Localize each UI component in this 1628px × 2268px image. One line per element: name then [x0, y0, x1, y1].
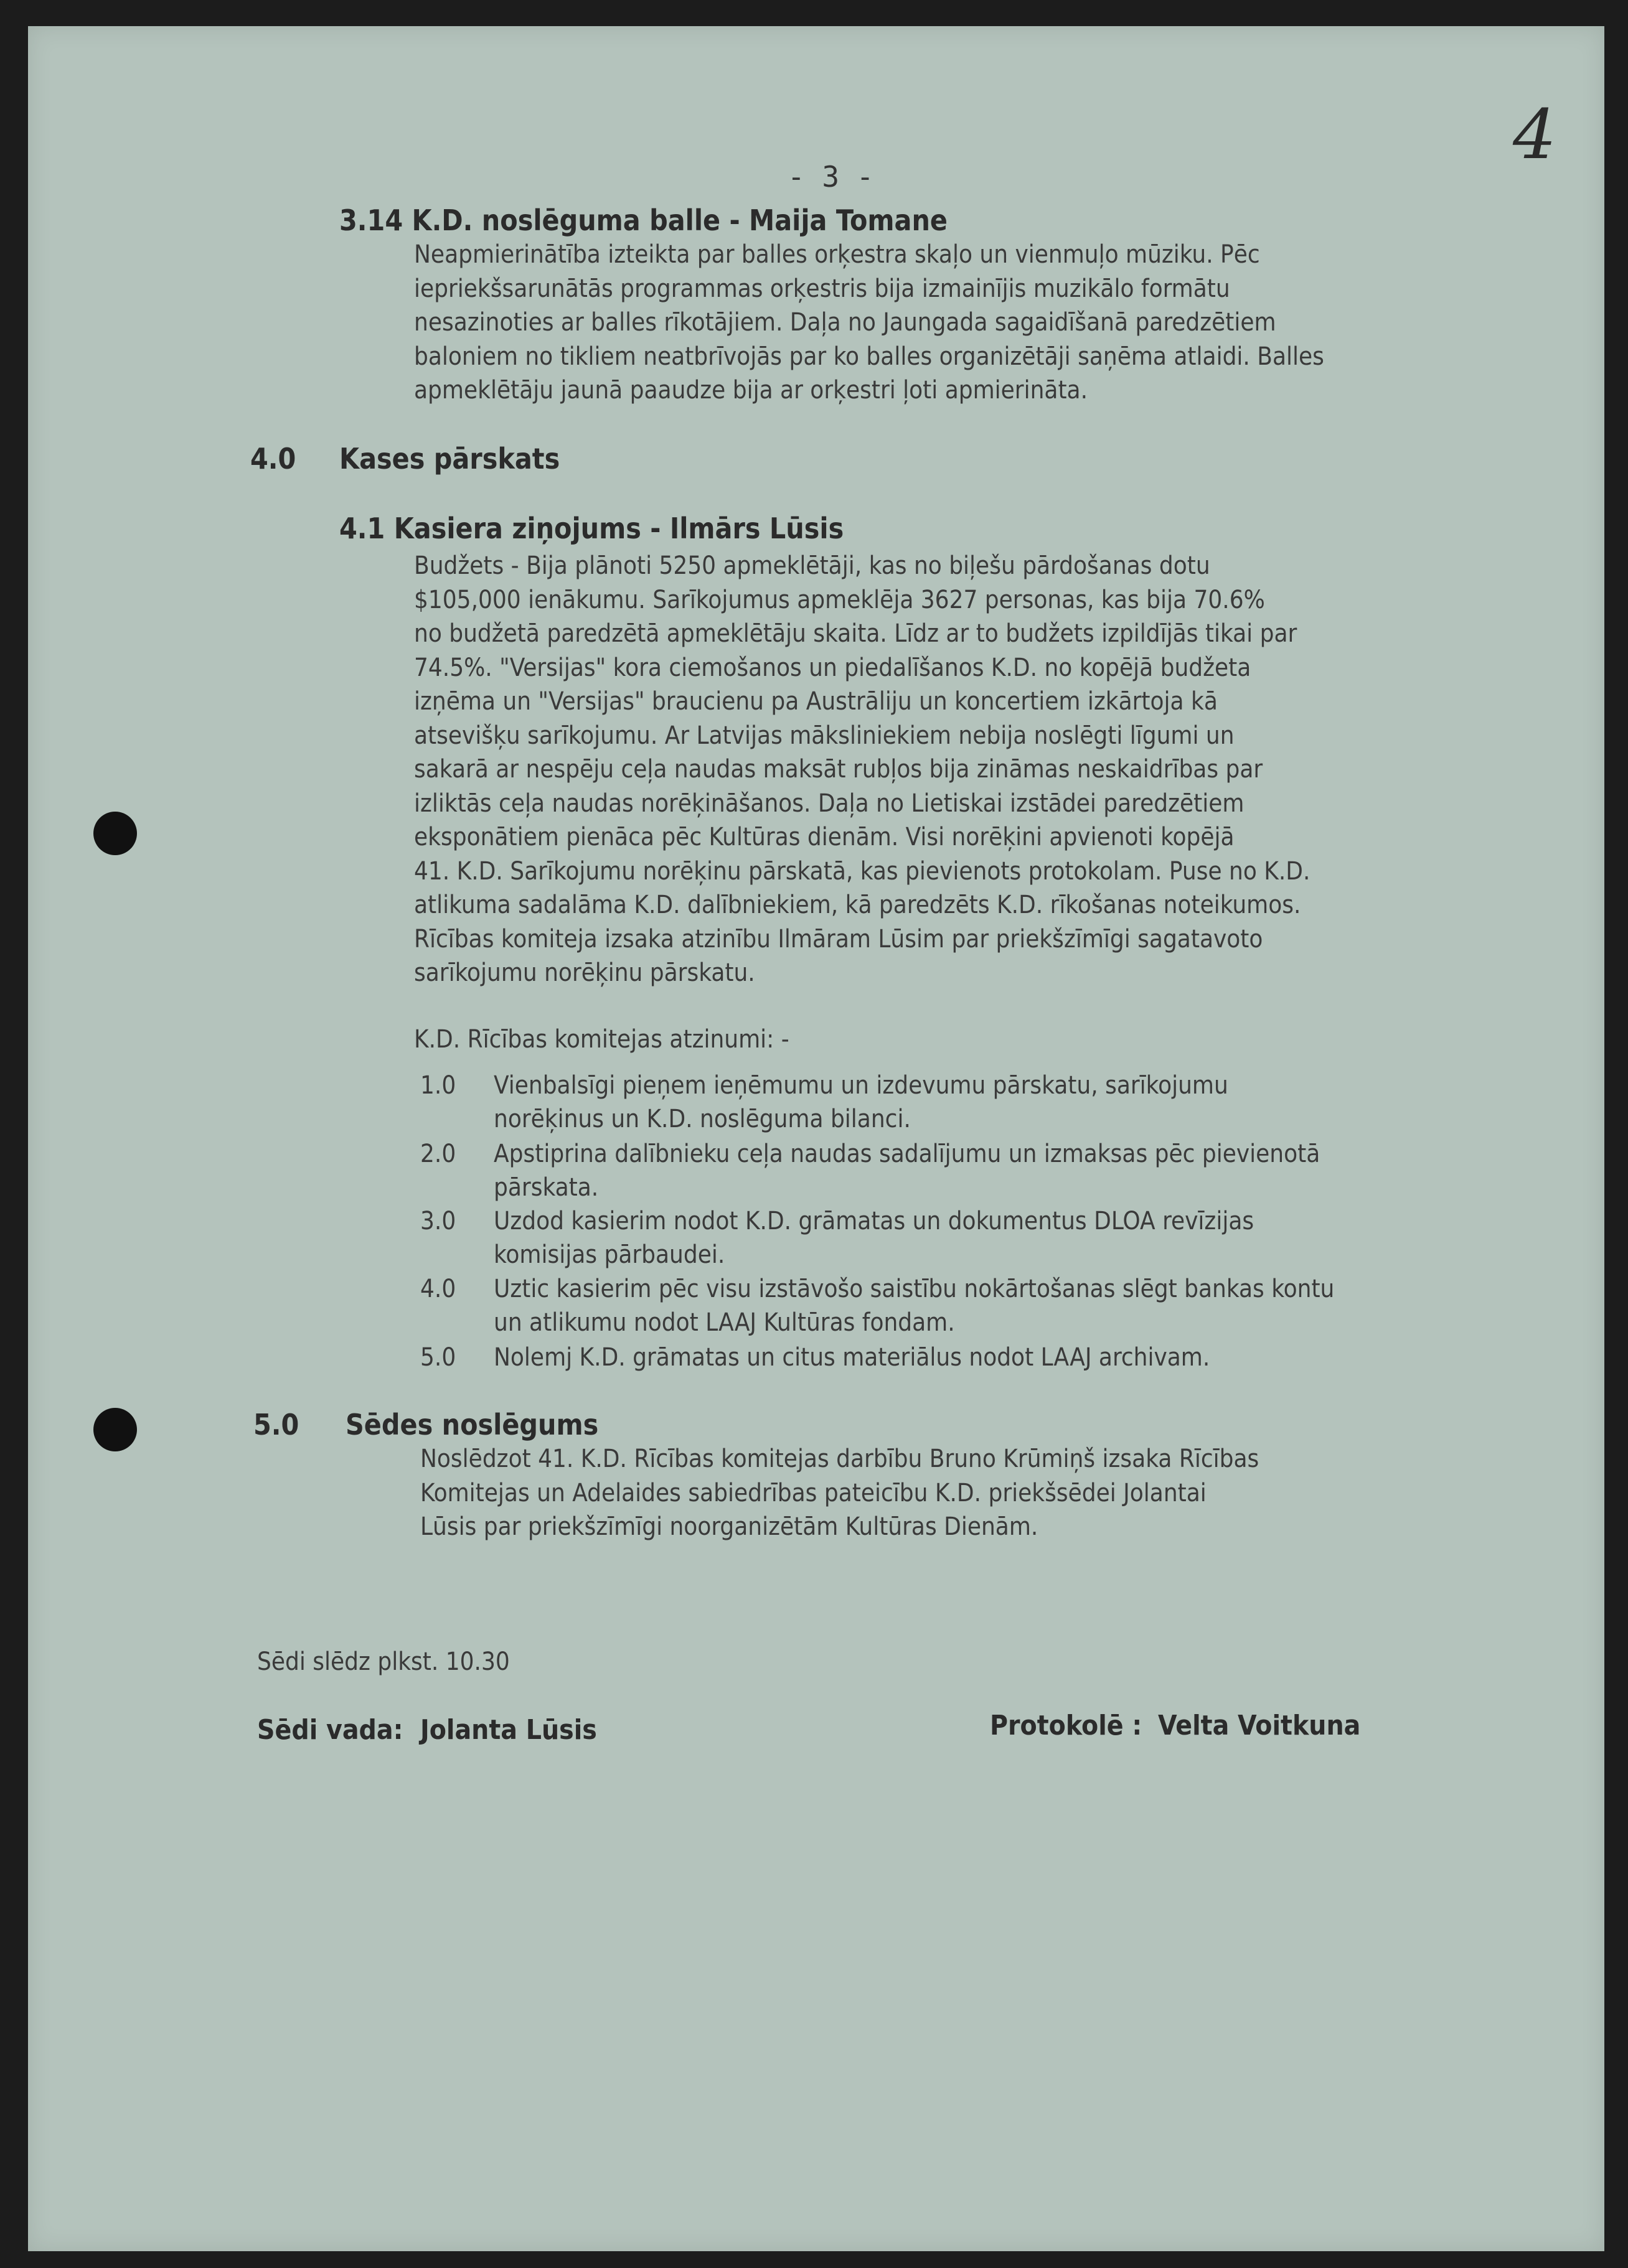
text-line: 74.5%. "Versijas" kora ciemošanos un piedalīšanos K.D. no kopējā budžeta — [414, 653, 1251, 682]
resolution-line: Uzdod kasierim nodot K.D. grāmatas un dokumentus DLOA revīzijas — [494, 1207, 1254, 1235]
resolution-line: pārskata. — [494, 1173, 599, 1202]
section-3-14-text — [414, 238, 1388, 408]
secretary-name: Velta Voitkuna — [1158, 1710, 1361, 1741]
resolution-number: 4.0 — [420, 1275, 456, 1303]
text-line: iepriekšsarunātās programmas orķestris bija izmainījis muzikālo formātu — [414, 274, 1230, 303]
resolution-line: komisijas pārbaudei. — [494, 1240, 725, 1269]
text-line: $105,000 ienākumu. Sarīkojumus apmeklēja 3627 personas, kas bija 70.6% — [414, 585, 1265, 614]
text-line: no budžetā paredzētā apmeklētāju skaita. Līdz ar to budžets izpildījās tikai par — [414, 619, 1297, 648]
resolution-line: Vienbalsīgi pieņem ieņēmumu un izdevumu pārskatu, sarīkojumu — [494, 1071, 1228, 1100]
resolution-number: 5.0 — [420, 1343, 456, 1372]
handwritten-page-mark: 4 — [1513, 95, 1551, 174]
section-4-0-number: 4.0 — [250, 442, 296, 476]
resolution-number: 2.0 — [420, 1140, 456, 1168]
resolution-line: Uztic kasierim pēc visu izstāvošo saistību nokārtošanas slēgt bankas kontu — [494, 1275, 1335, 1303]
section-3-14-heading: 3.14 K.D. noslēguma balle - Maija Tomane — [339, 204, 948, 237]
text-line: 41. K.D. Sarīkojumu norēķinu pārskatā, kas pievienots protokolam. Puse no K.D. — [414, 856, 1310, 886]
text-line: sakarā ar nespēju ceļa naudas maksāt rubļos bija zināmas neskaidrības par — [414, 755, 1263, 784]
closing-time: Sēdi slēdz plkst. 10.30 — [257, 1647, 510, 1676]
section-5-0-number: 5.0 — [253, 1408, 299, 1441]
document-page — [28, 26, 1604, 2251]
text-line: izņēma un "Versijas" braucienu pa Austrāliju un koncertiem izkārtoja kā — [414, 687, 1218, 716]
page-number: - 3 - — [788, 160, 874, 194]
resolution-line: un atlikumu nodot LAAJ Kultūras fondam. — [494, 1308, 955, 1337]
text-line: izliktās ceļa naudas norēķināšanos. Daļa no Lietiskai izstādei paredzētiem — [414, 789, 1245, 818]
text-line: baloniem no tikliem neatbrīvojās par ko balles organizētāji saņēma atlaidi. Balles — [414, 342, 1324, 371]
section-5-0-text — [420, 1442, 1388, 1544]
section-4-0-title: Kases pārskats — [339, 442, 560, 476]
text-line: Budžets - Bija plānoti 5250 apmeklētāji, kas no biļešu pārdošanas dotu — [414, 551, 1210, 580]
section-5-0-title: Sēdes noslēgums — [346, 1408, 599, 1441]
resolution-line: norēķinus un K.D. noslēguma bilanci. — [494, 1105, 911, 1133]
punch-hole-bottom — [93, 1408, 137, 1451]
chair-label: Sēdi vada: — [257, 1714, 403, 1746]
text-line: apmeklētāju jaunā paaudze bija ar orķestri ļoti apmierināta. — [414, 376, 1088, 405]
text-line: sarīkojumu norēķinu pārskatu. — [414, 958, 755, 987]
text-line: Neapmierinātība izteikta par balles orķestra skaļo un vienmuļo mūziku. Pēc — [414, 240, 1260, 269]
text-line: Komitejas un Adelaides sabiedrības pateicību K.D. priekšsēdei Jolantai — [420, 1478, 1207, 1507]
text-line: atlikuma sadalāma K.D. dalībniekiem, kā paredzēts K.D. rīkošanas noteikumos. — [414, 891, 1301, 919]
resolution-line: Nolemj K.D. grāmatas un citus materiālus nodot LAAJ archivam. — [494, 1343, 1210, 1372]
text-line: Noslēdzot 41. K.D. Rīcības komitejas darbību Bruno Krūmiņš izsaka Rīcības — [420, 1445, 1259, 1473]
resolution-number: 1.0 — [420, 1071, 456, 1100]
section-4-1-text — [414, 549, 1388, 990]
resolution-number: 3.0 — [420, 1207, 456, 1235]
section-4-1-heading: 4.1 Kasiera ziņojums - Ilmārs Lūsis — [339, 512, 844, 545]
text-line: Rīcības komiteja izsaka atzinību Ilmāram Lūsim par priekšzīmīgi sagatavoto — [414, 924, 1263, 954]
text-line: nesazinoties ar balles rīkotājiem. Daļa no Jaungada sagaidīšanā paredzētiem — [414, 308, 1276, 337]
text-line: atsevišķu sarīkojumu. Ar Latvijas māksliniekiem nebija noslēgti līgumi un — [414, 721, 1235, 750]
resolutions-intro: K.D. Rīcības komitejas atzinumi: - — [414, 1025, 789, 1054]
chair-name: Jolanta Lūsis — [420, 1714, 597, 1746]
resolution-line: Apstiprina dalībnieku ceļa naudas sadalījumu un izmaksas pēc pievienotā — [494, 1140, 1320, 1168]
text-line: eksponātiem pienāca pēc Kultūras dienām. Visi norēķini apvienoti kopējā — [414, 823, 1235, 851]
punch-hole-top — [93, 812, 137, 855]
text-line: Lūsis par priekšzīmīgi noorganizētām Kultūras Dienām. — [420, 1512, 1038, 1541]
secretary-label: Protokolē : — [990, 1710, 1142, 1741]
